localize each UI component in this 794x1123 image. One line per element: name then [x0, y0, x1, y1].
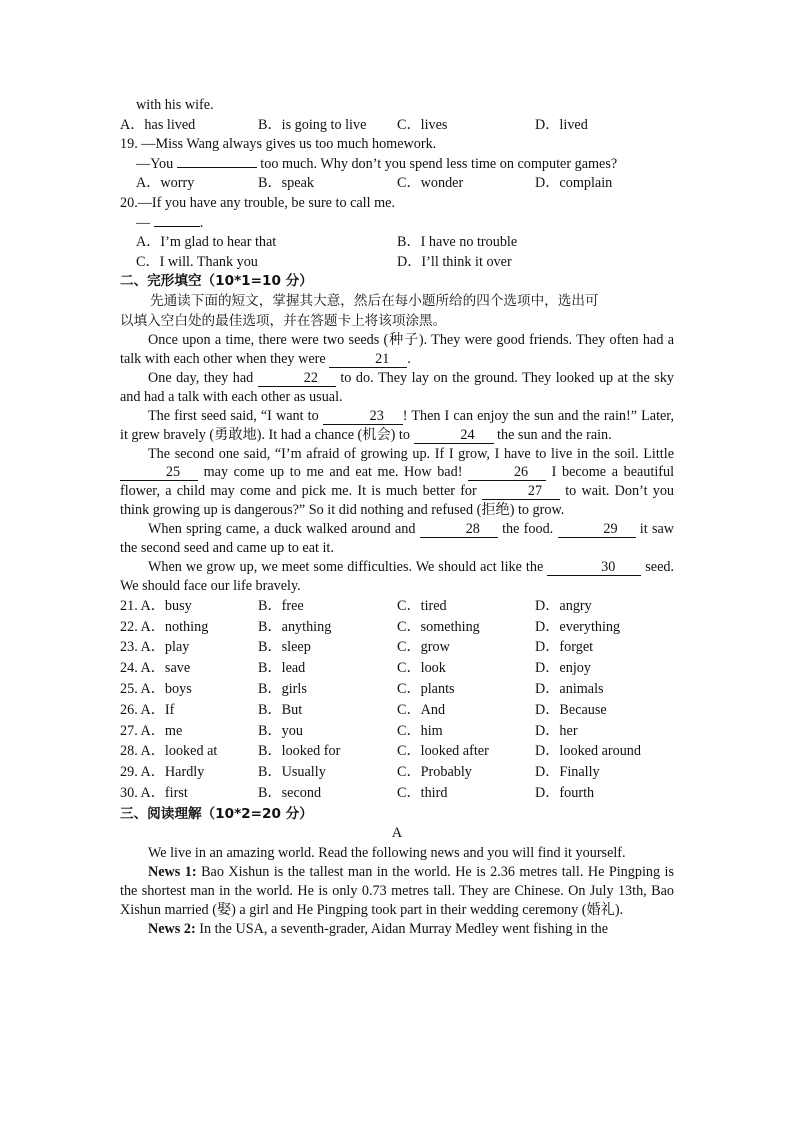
q20-option-c: C．I will. Thank you — [136, 253, 258, 270]
blank-21: 21 — [329, 351, 407, 368]
q19-response: —You too much. Why don’t you spend less time on computer games? — [136, 155, 618, 172]
blank-22: 22 — [258, 370, 336, 387]
blank-30: 30 — [547, 559, 641, 576]
options-row-21: 21. A．busy B．free C．tired D．angry — [120, 597, 592, 614]
cloze-paragraph-2: One day, they had 22 to do. They lay on the ground. They looked up at the sky and had a talk with each other as usual. — [120, 369, 675, 405]
cloze-heading: 二、完形填空（10*1=10 分） — [120, 273, 313, 290]
options-row-24: 24. A．save B．lead C．look D．enjoy — [120, 660, 591, 677]
cloze-instruction-1: 先通读下面的短文，掌握其大意，然后在每小题所给的四个选项中，选出可 — [150, 292, 599, 309]
news-2-label: News 2: — [148, 920, 196, 937]
cloze-paragraph-1: Once upon a time, there were two seeds (种子). They were good friends. They often had a talk with each other when they were 21 . — [120, 332, 674, 368]
q20-option-d: D．I’ll think it over — [397, 253, 512, 270]
options-row-22: 22. A．nothing B．anything C．something D．everything — [120, 618, 621, 635]
cloze-paragraph-6: When we grow up, we meet some difficulties. We should act like the 30 seed. We should face our life bravely. — [120, 559, 675, 594]
cloze-paragraph-4: The second one said, “I’m afraid of growing up. If I grow, I have to live in the soil. Little 25 may come up to me and eat me. How bad! 26 I become a beautiful flower, a child may come and pick me. It is much better for 27 to wait. Don’t you think growing up is dangerous?” So it did nothing and refused (拒绝) to grow. — [120, 445, 675, 519]
q18-option-d: D．lived — [535, 116, 588, 133]
options-row-26: 26. A．If B．But C．And D．Because — [120, 701, 607, 718]
q19-blank — [177, 167, 257, 168]
cloze-options — [120, 597, 674, 805]
news-2-text: In the USA, a seventh-grader, Aidan Murray Medley went fishing in the — [199, 920, 609, 937]
q18-continuation: with his wife. — [136, 97, 214, 113]
cloze-instruction-2: 以填入空白处的最佳选项，并在答题卡上将该项涂黑。 — [120, 312, 447, 329]
blank-25: 25 — [120, 464, 198, 481]
options-row-30: 30. A．first B．second C．third D．fourth — [120, 784, 595, 801]
q18-options — [120, 116, 674, 136]
q19-option-c: C．wonder — [397, 175, 464, 192]
cloze-paragraph-5: When spring came, a duck walked around and 28 the food. 29 it saw the second seed and came up to eat it. — [120, 521, 675, 557]
reading-heading: 三、阅读理解（10*2=20 分） — [120, 805, 313, 822]
passage-label: A — [391, 825, 403, 842]
options-row-25: 25. A．boys B．girls C．plants D．animals — [120, 681, 604, 697]
q18-option-a: A．has lived — [120, 116, 196, 133]
news-2 — [120, 920, 674, 939]
news-1-text: Bao Xishun is the tallest man in the world. He is 2.36 metres tall. He Pingping is the shortest man in the world. He is only 0.73 metres tall. They are Chinese. On July 13th, Bao Xishun married (娶) a girl and He Pingping took part in their wedding ceremony (婚礼). — [120, 863, 674, 918]
q20-option-b: B．I have no trouble — [397, 234, 518, 251]
options-row-27: 27. A．me B．you C．him D．her — [120, 722, 578, 739]
cloze-paragraph-3: The first seed said, “I want to 23 ! Then I can enjoy the sun and the rain!” Later, it grew bravely (勇敢地). It had a chance (机会) to 24 the sun and the rain. — [120, 407, 675, 443]
q19-options — [120, 174, 674, 194]
blank-28: 28 — [420, 521, 498, 538]
q19-option-a: A．worry — [136, 175, 195, 192]
reading-intro: We live in an amazing world. Read the following news and you will find it yourself. — [148, 844, 626, 861]
news-1 — [120, 863, 674, 920]
news-1-label: News 1: — [148, 863, 197, 880]
q20-options-row2 — [120, 253, 674, 273]
blank-24: 24 — [414, 427, 494, 444]
q20-prompt: 20.—If you have any trouble, be sure to call me. — [120, 194, 395, 211]
options-row-28: 28. A．looked at B．looked for C．looked after D．looked around — [120, 743, 641, 760]
options-row-23: 23. A．play B．sleep C．grow D．forget — [120, 639, 594, 656]
q20-option-a: A．I’m glad to hear that — [136, 234, 277, 251]
blank-27: 27 — [482, 483, 560, 500]
q20-blank — [154, 226, 200, 227]
q19-prompt: 19. —Miss Wang always gives us too much homework. — [120, 136, 437, 153]
blank-26: 26 — [468, 464, 546, 481]
options-row-29: 29. A．Hardly B．Usually C．Probably D．Finally — [120, 764, 600, 781]
q20-options-row1 — [120, 233, 674, 253]
q19-option-b: B．speak — [258, 175, 314, 192]
q18-option-b: B．is going to live — [258, 116, 367, 133]
blank-23: 23 — [323, 408, 403, 425]
q20-response: — . — [136, 214, 204, 231]
q18-option-c: C．lives — [397, 116, 448, 133]
blank-29: 29 — [558, 521, 636, 538]
q19-option-d: D．complain — [535, 175, 613, 192]
exam-page — [120, 96, 674, 939]
